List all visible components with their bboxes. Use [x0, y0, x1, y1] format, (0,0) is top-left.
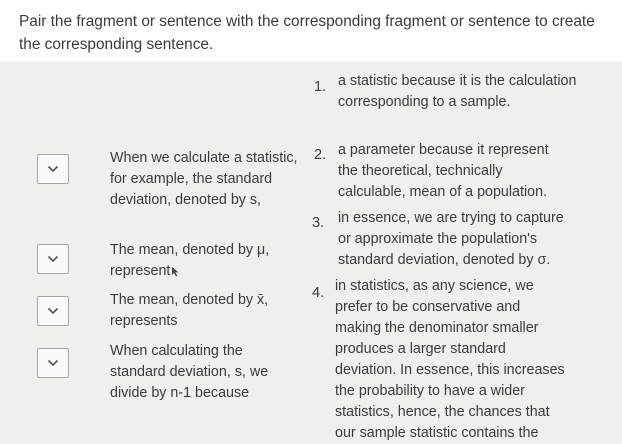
question-header: [0, 0, 622, 62]
option-number-3: 3.: [312, 215, 325, 231]
left-fragment-3: The mean, denoted by x̄, represents: [110, 292, 269, 329]
option-number-4: 4.: [312, 285, 325, 301]
mouse-pointer-icon: [171, 266, 180, 277]
match-dropdown-1[interactable]: [37, 154, 69, 184]
option-text-1: a statistic because it is the calculation corresponding to a sample.: [338, 73, 577, 110]
left-fragment-1: When we calculate a statistic, for example, the standard deviation, denoted by s,: [110, 150, 298, 208]
match-dropdown-2[interactable]: [37, 244, 69, 274]
chevron-down-icon: [47, 307, 59, 315]
chevron-down-icon: [47, 255, 59, 263]
left-fragment-2-text: The mean, denoted by μ, represent: [110, 242, 270, 279]
left-fragment-4: When calculating the standard deviation, s, we divide by n-1 because: [110, 343, 269, 401]
option-text-4: in statistics, as any science, we prefer to be conservative and making the denominator smaller produces a larger standard deviation. In essence, this increases the probability to have a wider statistics, hence, the chances that our sample statistic contains the: [335, 278, 565, 441]
chevron-down-icon: [47, 165, 59, 173]
option-text-3: in essence, we are trying to capture or approximate the population's standard deviation, denoted by σ.: [338, 210, 564, 268]
question-prompt: Pair the fragment or sentence with the corresponding fragment or sentence to create the corresponding sentence.: [19, 13, 595, 53]
option-number-2: 2.: [314, 147, 327, 163]
left-fragment-2: [110, 240, 300, 282]
option-text-2: a parameter because it represent the theoretical, technically calculable, mean of a population.: [338, 142, 549, 200]
match-dropdown-4[interactable]: [37, 348, 69, 378]
chevron-down-icon: [47, 359, 59, 367]
match-dropdown-3[interactable]: [37, 296, 69, 326]
option-number-1: 1.: [314, 79, 327, 95]
